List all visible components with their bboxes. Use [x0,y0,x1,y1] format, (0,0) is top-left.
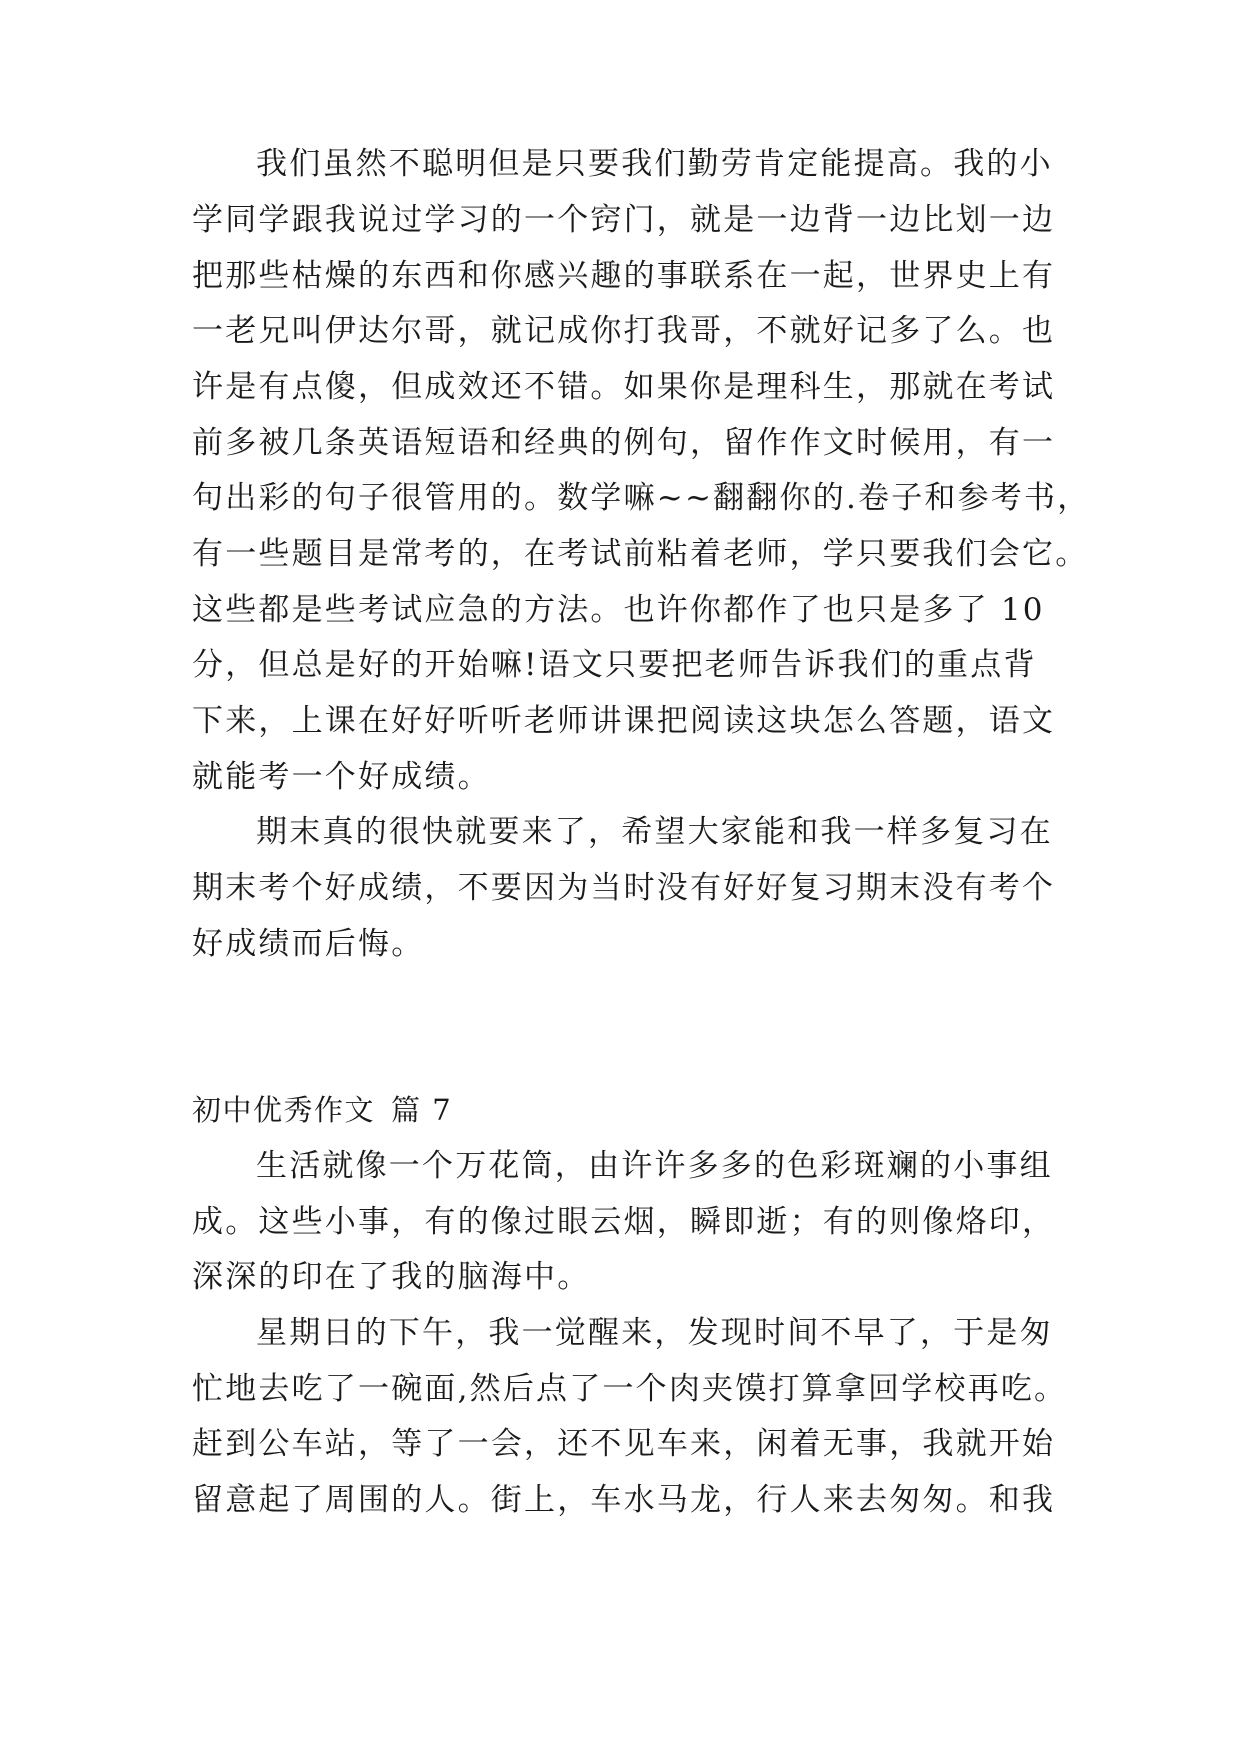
paragraph-1-line-12: 就能考一个好成绩。 [192,759,491,795]
paragraph-1-line-2: 学同学跟我说过学习的一个窍门，就是一边背一边比划一边 [192,202,1056,238]
section-paragraph-2-line-1: 星期日的下午，我一觉醒来，发现时间不早了，于是匆 [256,1315,1053,1351]
section-paragraph-2-line-3: 赶到公车站，等了一会，还不见车来，闲着无事，我就开始 [192,1426,1056,1462]
paragraph-2-line-2: 期末考个好成绩，不要因为当时没有好好复习期末没有考个 [192,870,1056,906]
paragraph-1-line-7: 句出彩的句子很管用的。数学嘛~~翻翻你的.卷子和参考书， [192,480,1091,516]
section-heading [192,1090,452,1130]
section-paragraph-2-line-2: 忙地去吃了一碗面,然后点了一个肉夹馍打算拿回学校再吃。 [192,1371,1068,1407]
paragraph-1-line-4: 一老兄叫伊达尔哥，就记成你打我哥，不就好记多了么。也 [192,313,1056,349]
paragraph-1-line-3: 把那些枯燥的东西和你感兴趣的事联系在一起，世界史上有 [192,258,1056,294]
section-number: 篇 7 [391,1093,453,1127]
section-paragraph-1-line-1: 生活就像一个万花筒，由许许多多的色彩斑斓的小事组 [256,1148,1053,1184]
paragraph-2-line-1: 期末真的很快就要来了，希望大家能和我一样多复习在 [256,814,1053,850]
section-paragraph-2-line-4: 留意起了周围的人。街上，车水马龙，行人来去匆匆。和我 [192,1482,1056,1518]
paragraph-1-line-10: 分，但总是好的开始嘛!语文只要把老师告诉我们的重点背 [192,647,1037,683]
section-paragraph-1-line-2: 成。这些小事，有的像过眼云烟，瞬即逝；有的则像烙印， [192,1204,1056,1240]
paragraph-1-line-6: 前多被几条英语短语和经典的例句，留作作文时候用，有一 [192,425,1056,461]
section-title: 初中优秀作文 [192,1093,376,1127]
paragraph-1-line-8: 有一些题目是常考的，在考试前粘着老师，学只要我们会它。 [192,536,1089,572]
paragraph-1-line-9: 这些都是些考试应急的方法。也许你都作了也只是多了 10 [192,592,1045,628]
section-paragraph-1-line-3: 深深的印在了我的脑海中。 [192,1259,591,1295]
paragraph-1-line-11: 下来，上课在好好听听老师讲课把阅读这块怎么答题，语文 [192,703,1056,739]
paragraph-1-line-5: 许是有点傻，但成效还不错。如果你是理科生，那就在考试 [192,369,1056,405]
paragraph-2-line-3: 好成绩而后悔。 [192,926,425,962]
paragraph-1-line-1: 我们虽然不聪明但是只要我们勤劳肯定能提高。我的小 [256,146,1053,182]
